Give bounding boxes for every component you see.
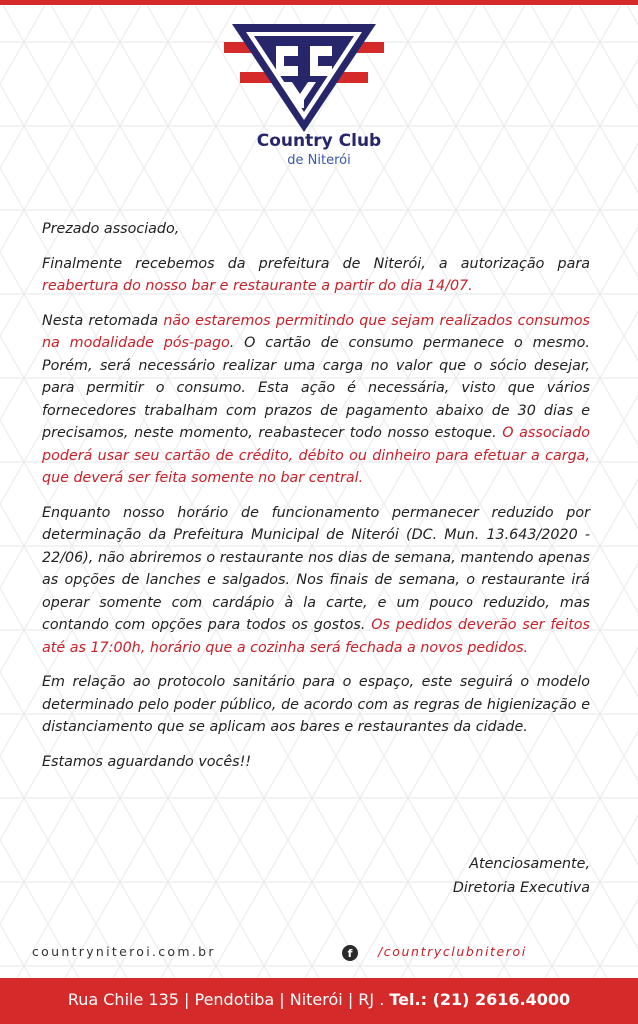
paragraph-2-text-b: . O cartão de consumo permanece o mesmo. Porém, será necessário realizar uma carga no valor que o sócio desejar, para permitir o consumo. Esta ação é necessária, visto que vários fornecedores trabalham com prazos de pagamento abaixo de 30 dias e precisamos, neste momento, reabastecer todo nosso estoque. — [42, 335, 590, 441]
paragraph-3-text: Enquanto nosso horário de funcionamento permanecer reduzido por determinação da Prefeitura Municipal de Niterói (DC. Mun. 13.643/2020 - 22/06), não abriremos o restaurante nos dias de semana, mantendo apenas as opções de lanches e salgados. Nos finais de semana, o restaurante irá operar somente com cardápio à la carte, e um pouco reduzido, mas contando com opções para todos os gostos. — [42, 504, 590, 633]
paragraph-1-highlight: reabertura do nosso bar e restaurante a partir do dia 14/07. — [42, 278, 473, 294]
phone-number: Tel.: (21) 2616.4000 — [389, 990, 571, 1009]
facebook-icon[interactable]: f — [342, 945, 358, 961]
footer-links — [0, 944, 638, 968]
website-link[interactable]: countryniteroi.com.br — [32, 944, 216, 959]
facebook-handle-link[interactable]: /countryclubniteroi — [378, 944, 527, 959]
paragraph-2-highlight-b: O associado poderá usar seu cartão de crédito, débito ou dinheiro para efetuar a carga, que deverá ser feita somente no bar central. — [42, 425, 590, 486]
signature: Diretoria Executiva — [452, 880, 590, 896]
paragraph-1 — [42, 253, 590, 298]
paragraph-3 — [42, 502, 590, 660]
letter-body — [42, 218, 590, 785]
greeting: Prezado associado, — [42, 221, 180, 237]
address-bar — [0, 978, 638, 1024]
paragraph-4: Em relação ao protocolo sanitário para o espaço, este seguirá o modelo determinado pelo poder público, de acordo com as regras de higienização e distanciamento que se aplicam aos bares e restaurantes da cidade. — [42, 674, 590, 735]
paragraph-2-text-a: Nesta retomada — [42, 312, 164, 329]
closing-block — [453, 852, 590, 900]
paragraph-2-highlight-a: não estaremos permitindo que sejam realizados consumos na modalidade pós-pago — [42, 312, 590, 351]
top-accent-line — [0, 0, 638, 5]
closing-text: Atenciosamente, — [469, 856, 590, 872]
paragraph-1-text: Finalmente recebemos da prefeitura de Niterói, a autorização para — [42, 255, 590, 272]
brand-name: Country Club — [256, 131, 382, 151]
address-text — [0, 990, 638, 1009]
address-plain: Rua Chile 135 | Pendotiba | Niterói | RJ . — [67, 990, 390, 1009]
brand-subtitle: de Niterói — [287, 153, 351, 168]
paragraph-3-highlight: Os pedidos deverão ser feitos até as 17:00h, horário que a cozinha será fechada a novos pedidos. — [42, 617, 590, 656]
paragraph-5: Estamos aguardando vocês!! — [42, 753, 252, 770]
paragraph-2 — [42, 310, 590, 490]
country-club-logo — [224, 24, 384, 132]
